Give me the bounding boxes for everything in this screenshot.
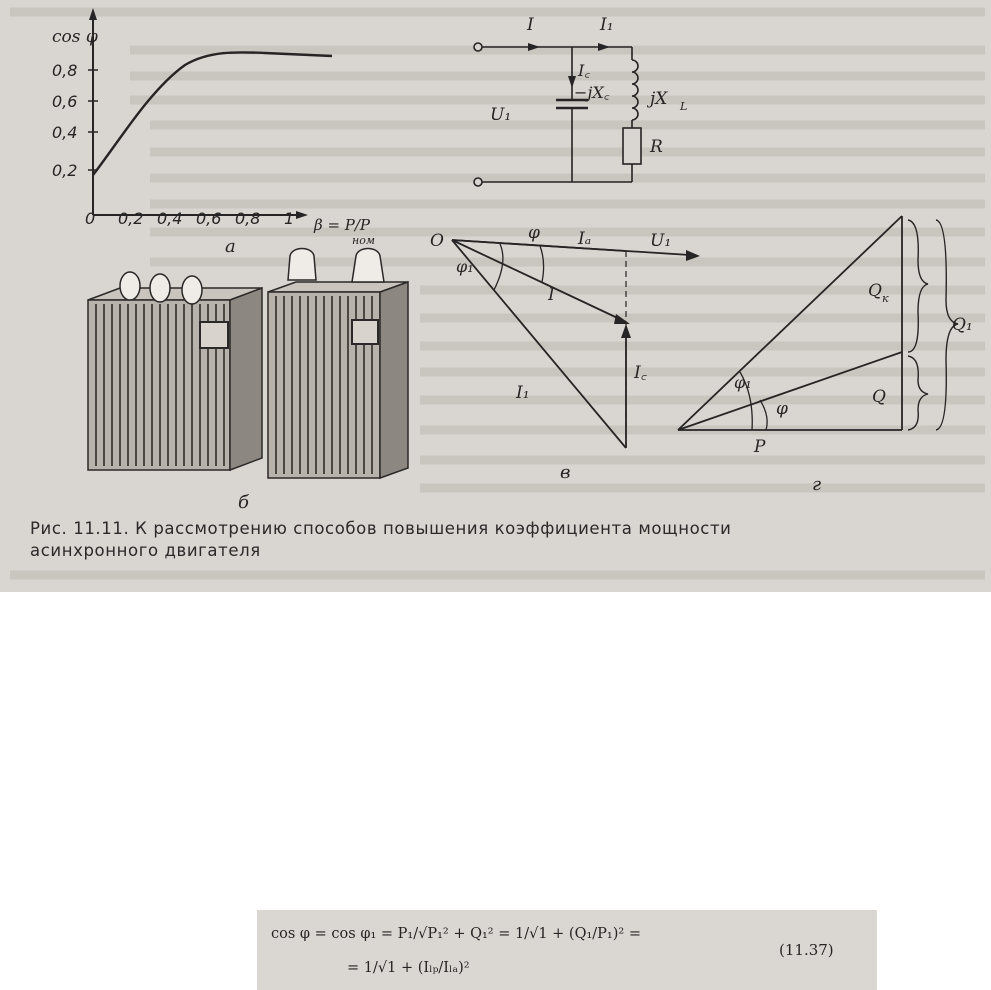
formula-11-37 bbox=[257, 910, 877, 990]
circuit-ind-subscript: L bbox=[680, 100, 688, 113]
y-tick-0-6: 0,6 bbox=[52, 92, 78, 111]
y-tick-0-4: 0,4 bbox=[52, 123, 78, 142]
x-tick-1: 1 bbox=[284, 209, 295, 228]
y-tick-0-8: 0,8 bbox=[52, 61, 78, 80]
triangle-phi: φ bbox=[776, 399, 788, 419]
triangle-q-k-sub: к bbox=[882, 292, 889, 305]
phasor-voltage-u1: U₁ bbox=[650, 231, 672, 251]
x-tick-0-6: 0,6 bbox=[196, 209, 222, 228]
phasor-current-i1: I₁ bbox=[516, 383, 530, 403]
circuit-cap-reactance: −jX꜀ bbox=[574, 83, 610, 102]
phasor-angle-phi: φ bbox=[528, 223, 540, 243]
panel-letter-v: в bbox=[560, 462, 571, 483]
caption-line-1: Рис. 11.11. К рассмотрению способов повышения коэффициента мощности bbox=[30, 519, 732, 538]
x-tick-0-8: 0,8 bbox=[235, 209, 261, 228]
formula-line-1: cos φ = cos φ₁ = P₁/√P₁² + Q₁² = 1/√1 + (Q₁/P₁)² = bbox=[271, 926, 641, 942]
circuit-current-i1: I₁ bbox=[600, 15, 614, 35]
formula-number: (11.37) bbox=[779, 941, 834, 959]
x-axis-subscript: ном bbox=[352, 234, 375, 247]
x-axis-arrow-icon bbox=[296, 211, 308, 219]
capacitor-photo-b bbox=[88, 249, 408, 479]
inductor-coil-icon bbox=[632, 60, 638, 120]
panel-letter-b: б bbox=[238, 492, 249, 513]
phasor-current-ic: I꜀ bbox=[634, 363, 647, 383]
graph-a bbox=[88, 8, 332, 219]
triangle-q1: Q₁ bbox=[952, 315, 973, 335]
capacitor-unit-left bbox=[88, 272, 262, 470]
triangle-p: P bbox=[754, 437, 766, 457]
resistor-icon bbox=[623, 128, 641, 164]
capacitor-unit-right bbox=[268, 249, 408, 479]
phasor-origin: O bbox=[430, 231, 444, 251]
circuit-voltage-u1: U₁ bbox=[490, 105, 512, 125]
brace-q bbox=[908, 356, 928, 430]
phasor-angle-phi1: φ₁ bbox=[456, 257, 474, 276]
figure-caption bbox=[30, 518, 970, 562]
x-axis-label: β = P/P bbox=[314, 216, 371, 234]
formula-line-2: = 1/√1 + (Iₗₚ/Iₗₐ)² bbox=[347, 960, 470, 976]
y-tick-0-2: 0,2 bbox=[52, 161, 78, 180]
formula-drawing bbox=[257, 910, 877, 990]
x-tick-0-4: 0,4 bbox=[157, 209, 183, 228]
cos-phi-curve bbox=[93, 52, 332, 175]
phasor-current-i: I bbox=[548, 285, 555, 305]
circuit-current-i: I bbox=[527, 15, 534, 35]
phasor-current-ia: Iₐ bbox=[578, 229, 592, 249]
x-tick-0-2: 0,2 bbox=[118, 209, 144, 228]
panel-letter-g: г bbox=[812, 474, 822, 495]
triangle-q: Q bbox=[872, 387, 886, 407]
caption-line-2: асинхронного двигателя bbox=[30, 541, 261, 560]
triangle-phi1: φ₁ bbox=[734, 373, 752, 392]
circuit-ind-reactance: jX bbox=[650, 89, 668, 109]
circuit-current-ic: I꜀ bbox=[578, 61, 590, 80]
phasor-i bbox=[452, 240, 626, 322]
x-tick-0: 0 bbox=[85, 209, 96, 228]
panel-letter-a: a bbox=[225, 236, 236, 257]
graph-a-y-label: cos φ bbox=[52, 27, 98, 47]
triangle-q-k: Q bbox=[868, 281, 882, 301]
circuit-resistor-label: R bbox=[650, 137, 663, 157]
